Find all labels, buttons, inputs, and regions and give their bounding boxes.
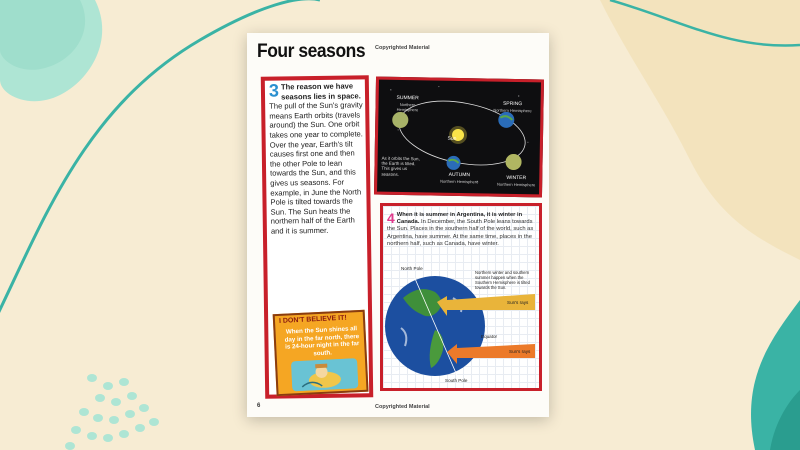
page-number: 6	[257, 403, 261, 409]
cartoon-illustration	[291, 358, 358, 391]
sun-text: Sun	[447, 135, 457, 142]
orbit-caption: As it orbits the Sun, the Earth is tilted. This gives us seasons.	[381, 155, 420, 177]
autumn-label	[439, 173, 479, 185]
fact-3-lead: The reason we have seasons lies in space.	[280, 81, 361, 102]
sun-label	[442, 137, 462, 143]
fact-3-text	[269, 81, 365, 236]
fact-3-panel	[261, 75, 373, 398]
winter-label	[495, 176, 537, 188]
north-pole-label: North Pole	[401, 266, 423, 271]
fact-4-number: 4	[387, 210, 395, 226]
page-title: Four seasons	[257, 41, 366, 62]
suns-rays-label-2: Sun's rays	[509, 349, 531, 354]
dont-believe-text: When the Sun shines all day in the far north, there is 24-hour night in the far south.	[284, 325, 360, 358]
spring-text: SPRING	[502, 100, 523, 108]
fact-4-text	[387, 212, 537, 248]
earth-caption: Northern winter and southern summer happen when the Southern Hemisphere is tilted towards the Sun.	[475, 270, 530, 290]
autumn-text: AUTUMN	[448, 171, 471, 179]
dont-believe-box	[273, 310, 369, 396]
copyright-top: Copyrighted Material	[375, 45, 430, 51]
book-page	[247, 33, 549, 417]
spring-sub: Northern Hemisphere	[493, 107, 532, 113]
fact-4-body: In December, the South Pole leans towards the Sun. Places in the southern half of the world, such as Argentina, have summer. At the same time, places in the northern half, such as Canada, have winter.	[387, 219, 534, 247]
copyright-bottom: Copyrighted Material	[375, 404, 430, 410]
equator-label: Equator	[481, 334, 498, 339]
fact-4-lead: When it is summer in Argentina, it is winter in Canada.	[396, 212, 523, 226]
summer-sub: Northern Hemisphere	[396, 101, 419, 113]
suns-rays-label-1: Sun's rays	[507, 300, 529, 305]
winter-text: WINTER	[506, 174, 527, 182]
summer-text: SUMMER	[396, 94, 419, 102]
fact-3-body: The pull of the Sun's gravity means Earth orbits (travels around) the Sun. One orbit takes one year to complete. Over the year, Earth's tilt causes first one and then the other Pole to lean towards the Sun, and this gives us seasons. For example, in June the North Pole is tilted towards the Sun. The Sun heats the northern half of the Earth and it is summer.	[269, 100, 363, 236]
spring-label	[492, 102, 532, 114]
fact-4-panel	[380, 203, 542, 391]
summer-label	[390, 96, 424, 113]
autumn-sub: Northern Hemisphere	[440, 178, 479, 184]
south-pole-label: South Pole	[445, 378, 468, 383]
fact-3-number: 3	[268, 80, 280, 101]
orbit-diagram	[374, 77, 544, 198]
dont-believe-heading: I DON'T BELIEVE IT!	[278, 314, 347, 325]
winter-sub: Northern Hemisphere	[497, 181, 536, 187]
